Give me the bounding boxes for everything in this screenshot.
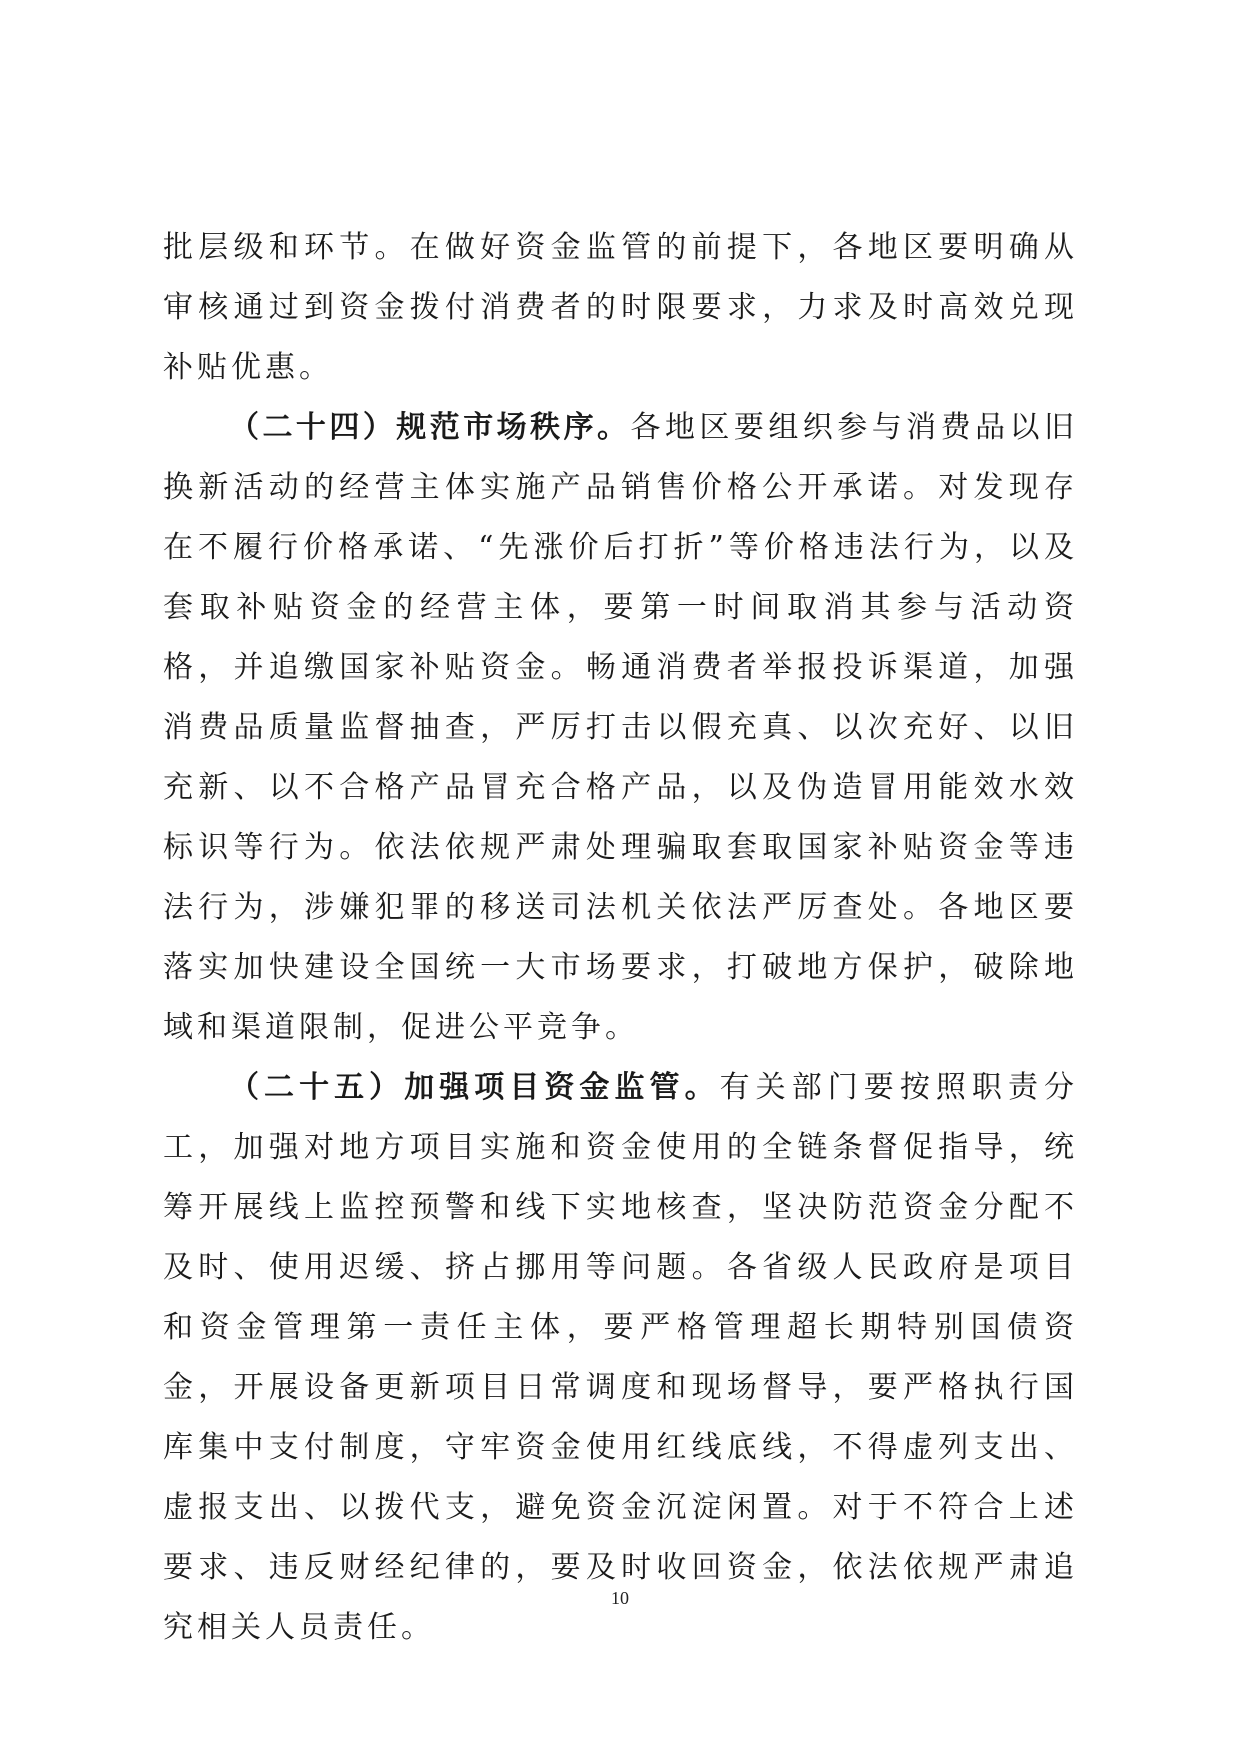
- paragraph-24-market-order: [163, 398, 1078, 1058]
- paragraph-continuation: [163, 218, 1078, 398]
- section-heading-24: （二十四）规范市场秩序。: [229, 410, 631, 445]
- paragraph-text: 有关部门要按照职责分工，加强对地方项目实施和资金使用的全链条督促指导，统筹开展线上监控预警和线下实地核查，坚决防范资金分配不及时、使用迟缓、挤占挪用等问题。各省级人民政府是项目和资金管理第一责任主体，要严格管理超长期特别国债资金，开展设备更新项目日常调度和现场督导，要严格执行国库集中支付制度，守牢资金使用红线底线，不得虚列支出、虚报支出、以拨代支，避免资金沉淀闲置。对于不符合上述要求、违反财经纪律的，要及时收回资金，依法依规严肃追究相关人员责任。: [163, 1070, 1079, 1645]
- document-body: [163, 218, 1078, 1658]
- page-number: 10: [611, 1588, 629, 1608]
- paragraph-text: 批层级和环节。在做好资金监管的前提下，各地区要明确从审核通过到资金拨付消费者的时限要求，力求及时高效兑现补贴优惠。: [163, 230, 1078, 385]
- section-heading-25: （二十五）加强项目资金监管。: [229, 1070, 720, 1105]
- paragraph-25-fund-supervision: [163, 1058, 1078, 1658]
- paragraph-text: 各地区要组织参与消费品以旧换新活动的经营主体实施产品销售价格公开承诺。对发现存在不履行价格承诺、“先涨价后打折”等价格违法行为，以及套取补贴资金的经营主体，要第一时间取消其参与活动资格，并追缴国家补贴资金。畅通消费者举报投诉渠道，加强消费品质量监督抽查，严厉打击以假充真、以次充好、以旧充新、以不合格产品冒充合格产品，以及伪造冒用能效水效标识等行为。依法依规严肃处理骗取套取国家补贴资金等违法行为，涉嫌犯罪的移送司法机关依法严厉查处。各地区要落实加快建设全国统一大市场要求，打破地方保护，破除地域和渠道限制，促进公平竞争。: [163, 410, 1078, 1045]
